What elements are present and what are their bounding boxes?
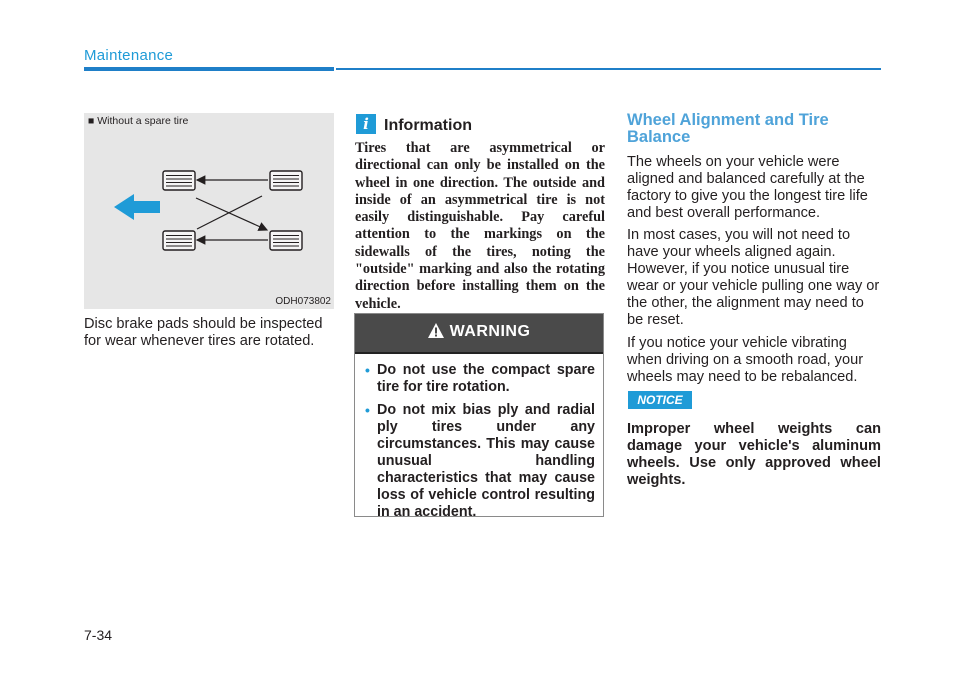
tire-icon [163, 171, 195, 190]
wheel-paragraph-2: In most cases, you will not need to have your wheels aligned again. However, if you notice unusual tire wear or your vehicle pulling one way or the other, the alignment may need to be reset. [627, 227, 880, 328]
warning-item-text: Do not mix bias ply and radial ply tires under any circumstances. This may cause unusual handling characteristics that may cause loss of vehicle control resulting in an accident. [377, 402, 595, 520]
tire-rotation-figure [84, 113, 334, 309]
wheel-alignment-title: Wheel Alignment and Tire Balance [627, 111, 829, 146]
header-rule-thin [336, 68, 881, 70]
tire-rotation-diagram [84, 113, 334, 309]
warning-item-text: Do not use the compact spare tire for tire rotation. [377, 362, 595, 395]
rotation-arrow-icon [197, 196, 262, 229]
section-title: Maintenance [84, 47, 174, 64]
warning-title: WARNING [449, 323, 531, 340]
wheel-paragraph-3: If you notice your vehicle vibrating when driving on a smooth road, your wheels may need to be rebalanced. [627, 335, 864, 385]
information-text: Tires that are asymmetrical or directional can only be installed on the wheel in one direction. The outside and inside of an asymmetrical tire is not easily distinguishable. Pay careful attention to the markings on the sidewalls of the tires, noting the "outside" marking and also the rotating direction before installing them on the vehicle. [355, 140, 605, 312]
warning-header [355, 314, 603, 354]
info-icon: i [356, 114, 376, 134]
tire-icon [163, 231, 195, 250]
direction-arrow-icon [114, 194, 160, 220]
bullet-icon: • [365, 362, 370, 378]
page-number: 7-34 [84, 627, 113, 643]
warning-triangle-icon [428, 323, 444, 338]
notice-badge: NOTICE [628, 391, 692, 409]
bullet-icon: • [365, 402, 370, 418]
rotation-arrow-icon [196, 198, 267, 230]
notice-text: Improper wheel weights can damage your vehicle's aluminum wheels. Use only approved wheel weights. [627, 421, 881, 488]
wheel-paragraph-1: The wheels on your vehicle were aligned and balanced carefully at the factory to give you the longest tire life and best overall performance. [627, 154, 868, 221]
information-title: Information [384, 117, 472, 134]
warning-box [354, 313, 604, 520]
header-rule-thick [84, 67, 334, 71]
list-item [365, 402, 595, 521]
tire-icon [270, 171, 302, 190]
brake-pads-paragraph: Disc brake pads should be inspected for wear whenever tires are rotated. [84, 316, 323, 349]
tire-icon [270, 231, 302, 250]
warning-list [355, 354, 603, 521]
figure-code: ODH073802 [275, 296, 331, 307]
list-item [365, 362, 595, 396]
figure-caption: ■ Without a spare tire [88, 115, 189, 127]
